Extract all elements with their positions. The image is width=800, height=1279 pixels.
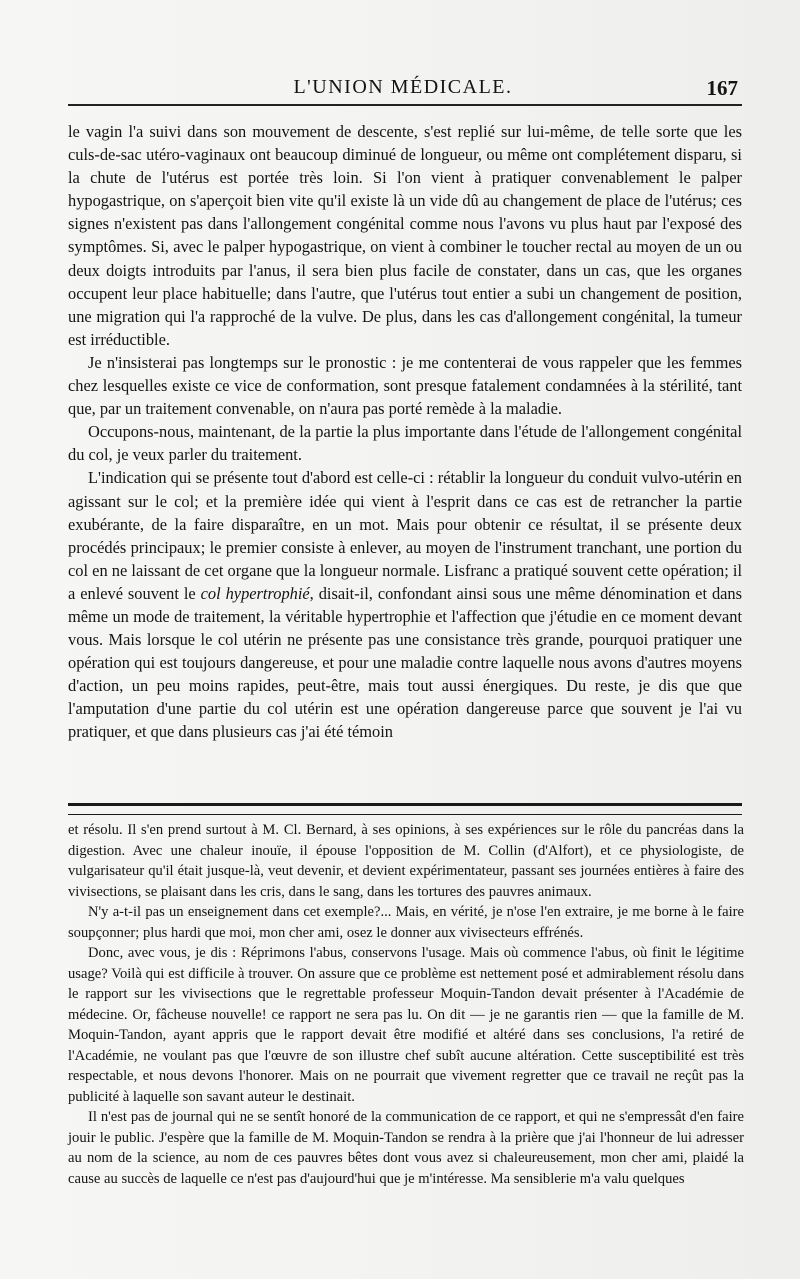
feuilleton-paragraph: Donc, avec vous, je dis : Réprimons l'abus, conservons l'usage. Mais où commence l'abus, où finit le légitime usage? Voilà qui est difficile à trouver. On assure que ce problème est nettement posé et admirablement résolu dans le rapport sur les vivisections que le regrettable professeur Moquin-Tandon devait présenter à l'Académie de médecine. Or, fâcheuse nouvelle! ce rapport ne sera pas lu. On dit — je ne garantis rien — que la famille de M. Moquin-Tandon, ayant appris que le rapport devait être modifié et altéré dans ses conclusions, l'a retiré de l'Académie, ne voulant pas que l'œuvre de son illustre chef subît aucune altération. Cette susceptibilité est très respectable, et nous devons l'honorer. Mais on ne pourrait que vivement regretter que ce travail ne reçût pas la publicité à laquelle son savant auteur le destinait. [68,945,744,1105]
text-run: , disait-il, confondant ainsi sous une même dénomination et dans même un mode de traitement, la véritable hypertrophie et l'affection que j'étudie en ce moment devant vous. Mais lorsque le col utérin ne présente pas une consistance très grande, pourquoi pratiquer une opération qui est toujours dangereuse, et pour une maladie contre laquelle nous avons d'autres moyens d'action, un peu moins rapides, peut-être, mais tout aussi énergiques. Du reste, je dis que que l'amputation d'une partie du col utérin est une opération dangereuse parce que souvent je l'ai vu pratiquer, et que dans plusieurs cas j'ai été témoin [68,583,742,742]
article-body [68,120,742,744]
paragraph-prognosis: Je n'insisterai pas longtemps sur le pronostic : je me contenterai de vous rappeler que les femmes chez lesquelles existe ce vice de conformation, sont presque fatalement condamnées à la stérilité, tant que, par un traitement convenable, on n'aura pas porté remède à la maladie. [68,352,742,419]
paragraph-treatment-indication [68,466,742,743]
feuilleton-paragraph: N'y a-t-il pas un enseignement dans cet exemple?... Mais, en vérité, je n'ose l'en extraire, je me borne à le faire soupçonner; plus hardi que moi, mon cher ami, osez le donner aux vivisecteurs effrénés. [68,904,744,941]
feuilleton-paragraph: et résolu. Il s'en prend surtout à M. Cl. Bernard, à ses opinions, à ses expériences sur le rôle du pancréas dans la digestion. Avec une chaleur inouïe, il épouse l'opposition de M. Collin (d'Alfort), et ce physiologiste, de vulgarisateur qu'il était jusque-là, veut devenir, et devient expérimentateur, passant ses journées entières à faire des vivisections, se plaisant dans les cris, dans le sang, dans les tortures des pauvres animaux. [68,822,744,900]
running-head [68,70,738,100]
page-number: 167 [706,76,738,100]
feuilleton-paragraph: Il n'est pas de journal qui ne se sentît honoré de la communication de ce rapport, et qui ne s'empressât d'en faire jouir le public. J'espère que la famille de M. Moquin-Tandon se rendra à la prière que j'ai l'honneur de lui adresser au nom de la science, au nom de ces pauvres bêtes dont vous avez si chaleureusement, mon cher ami, plaidé la cause au succès de laquelle ce n'est pas d'aujourd'hui que je m'intéresse. Ma sensiblerie m'a valu quelques [68,1109,744,1187]
paragraph-differential-diagnosis: le vagin l'a suivi dans son mouvement de descente, s'est replié sur lui-même, de telle sorte que les culs-de-sac utéro-vaginaux ont beaucoup diminué de longueur, ou même ont complétement disparu, si la chute de l'utérus est portée très loin. Si l'on vient à pratiquer convenablement le palper hypogastrique, on s'aperçoit bien vite qu'il existe là un vide dû au changement de place de l'utérus; ces signes n'existent pas dans l'allongement congénital comme nous l'avons vu plus haut par l'exposé des symptômes. Si, avec le palper hypogastrique, on vient à combiner le toucher rectal au moyen de un ou deux doigts introduits par l'anus, il sera bien plus facile de constater, dans un cas, que les organes occupent leur place habituelle; dans l'autre, que l'utérus tout entier a subi un changement de position, une migration qui l'a rapproché de la vulve. De plus, dans les cas d'allongement congénital, la tumeur est irréductible. [68,122,742,349]
header-rule [68,104,742,106]
feuilleton-separator [68,803,742,815]
italic-term: col hypertrophié [200,583,310,603]
feuilleton-body [68,820,744,1189]
journal-title: L'UNION MÉDICALE. [293,76,513,98]
paragraph-treatment-intro: Occupons-nous, maintenant, de la partie la plus importante dans l'étude de l'allongement congénital du col, je veux parler du traitement. [68,422,742,465]
text-run: L'indication qui se présente tout d'abord est celle-ci : rétablir la longueur du conduit vulvo-utérin en agissant sur le col; et la première idée qui vient à l'esprit dans ce cas est de retrancher la partie exubérante, de la faire disparaître, en un mot. Mais pour obtenir ce résultat, il se présente deux procédés principaux; le premier consiste à enlever, au moyen de l'instrument tranchant, une portion du col en ne laissant de cet organe que la longueur normale. Lisfranc a pratiqué souvent cette opération; il a enlevé souvent le [68,468,742,603]
